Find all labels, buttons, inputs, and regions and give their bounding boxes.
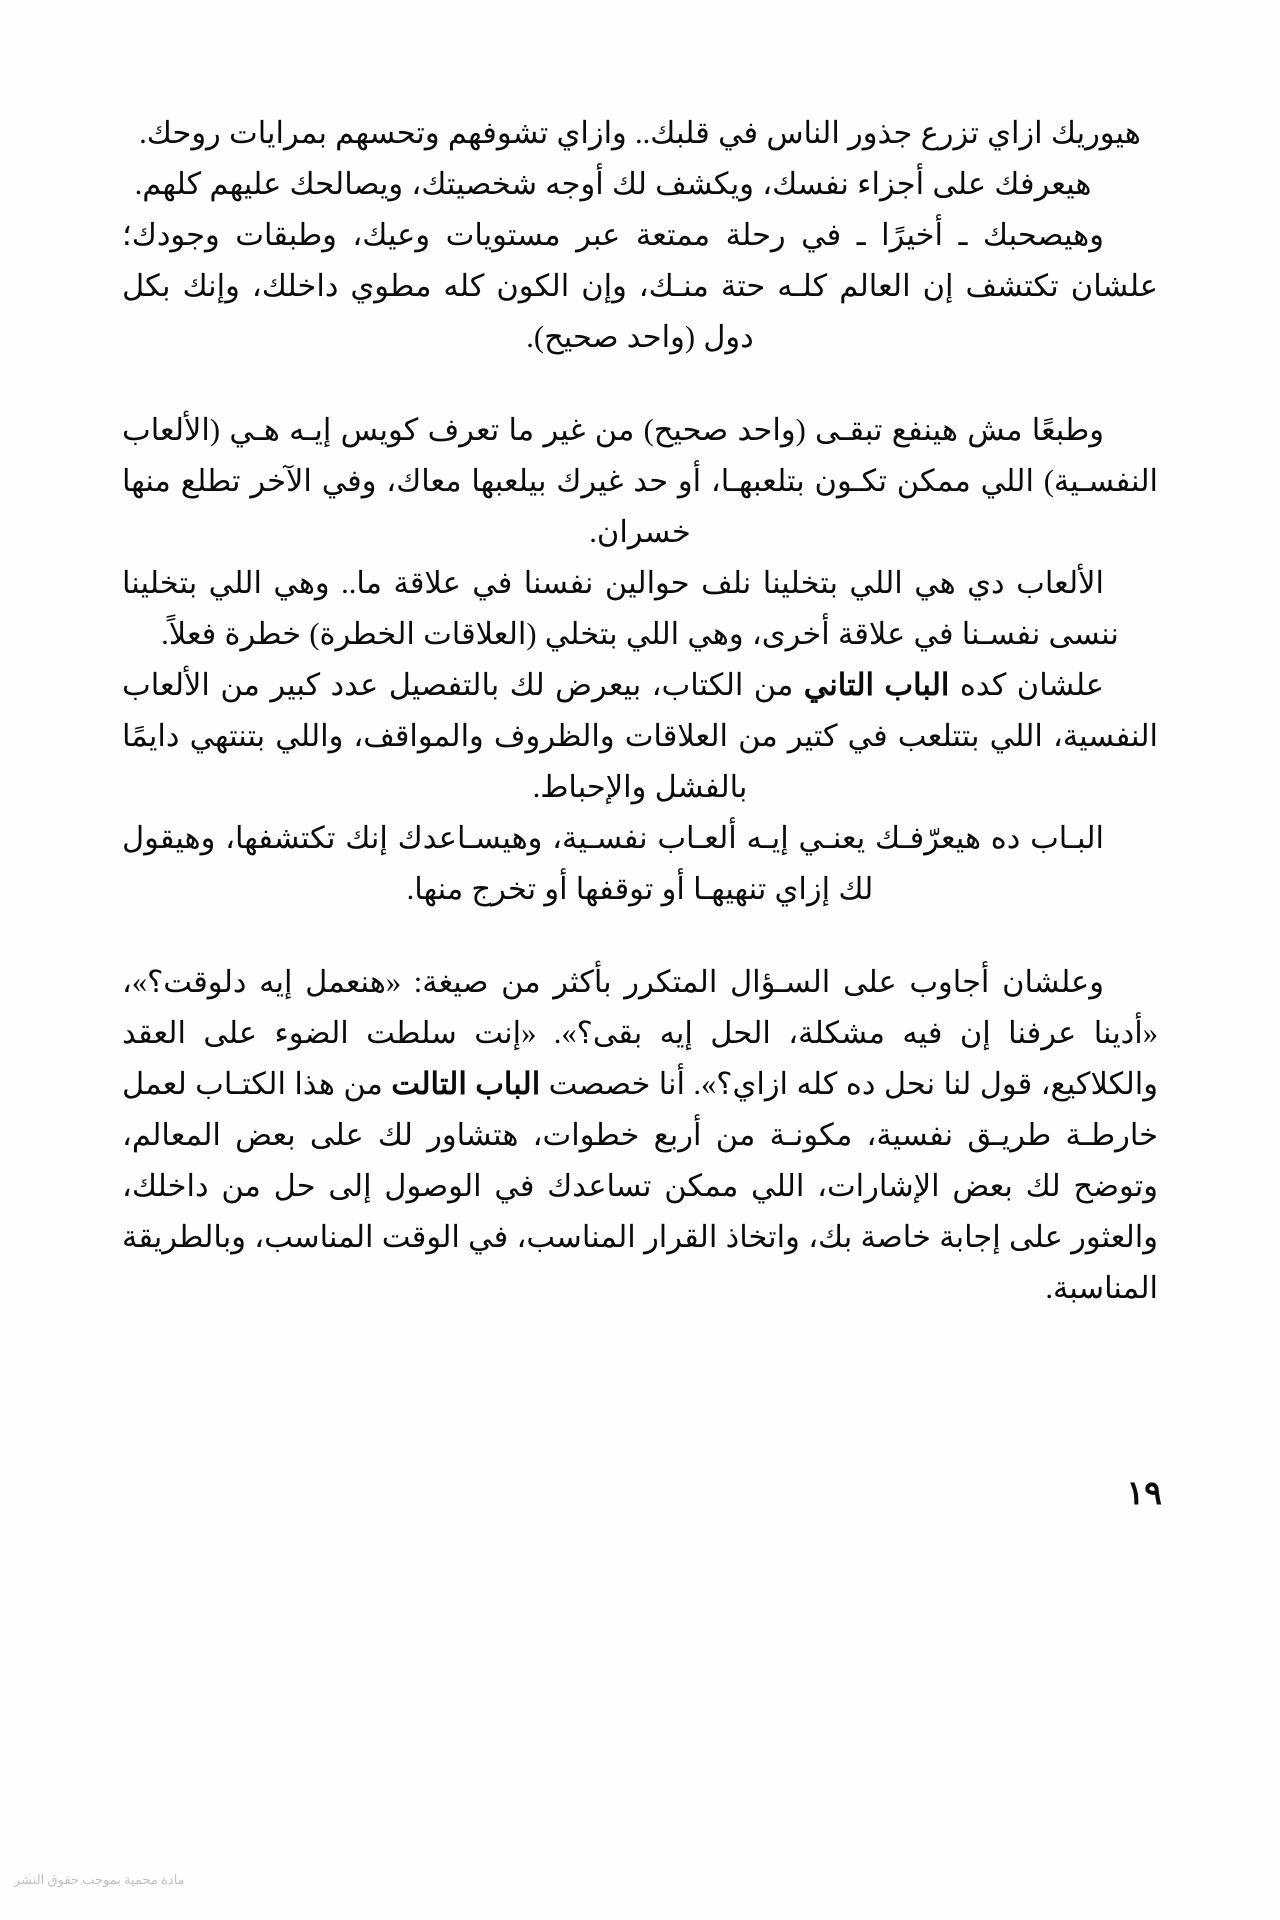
page-number: ١٩: [1126, 1476, 1162, 1512]
paragraph-block-break: [122, 363, 1158, 405]
paragraph-7: البـاب ده هيعرّفـك يعنـي إيـه ألعـاب نفسـية، وهيسـاعدك إنك تكتشفها، وهيقول لك إزاي تنهيهـا أو توقفها أو تخرج منها.: [122, 821, 1104, 906]
paragraph-1: هيوريك ازاي تزرع جذور الناس في قلبك.. وازاي تشوفهم وتحسهم بمرايات روحك.: [139, 116, 1141, 150]
chapter-reference-bold: الباب التالت: [391, 1067, 541, 1101]
copyright-watermark: مادة محمية بموجب حقوق النشر: [14, 1872, 185, 1887]
text-run: من هذا الكتـاب لعمل خارطـة طريـق نفسية، مكونـة من أربع خطوات، هتشاور لك على بعض المعالم، وتوضح لك بعض الإشارات، اللي ممكن تساعدك في الوصول إلى حل من داخلك، والعثور على إجابة خاصة بك، واتخاذ القرار المناسب، في الوقت المناسب، وبالطريقة المناسبة.: [122, 1067, 1158, 1305]
chapter-reference-bold: الباب التاني: [803, 668, 950, 702]
paragraph-3: وهيصحبك ـ أخيرًا ـ في رحلة ممتعة عبر مستويات وعيك، وطبقات وجودك؛ علشان تكتشف إن العالم كلـه حتة منـك، وإن الكون كله مطوي داخلك، وإنك بكل دول (واحد صحيح).: [122, 218, 1158, 354]
text-run: وعلشان أجاوب على السـؤال المتكرر بأكثر من صيغة: «هنعمل إيه دلوقت؟»، «أدينا عرفنا إن فيه مشكلة، الحل إيه بقى؟». «إنت سلطت الضوء على العقد والكلاكيع، قول لنا نحل ده كله ازاي؟». أنا خصصت: [122, 965, 1158, 1101]
paragraph-5: الألعاب دي هي اللي بتخلينا نلف حوالين نفسنا في علاقة ما.. وهي اللي بتخلينا ننسى نفسـنا في علاقة أخرى، وهي اللي بتخلي (العلاقات الخطرة) خطرة فعلاً.: [122, 566, 1119, 651]
paragraph-2: هيعرفك على أجزاء نفسك، ويكشف لك أوجه شخصيتك، ويصالحك عليهم كلهم.: [134, 167, 1092, 201]
text-run: علشان كده: [949, 668, 1104, 702]
text-run: من الكتاب، بيعرض لك بالتفصيل عدد كبير من الألعاب النفسية، اللي بتتلعب في كتير من العلاقات والظروف والمواقف، واللي بتنتهي دايمًا بالفشل والإحباط.: [122, 668, 1158, 804]
page-body-text: [122, 108, 1158, 1314]
paragraph-block-break-2: [122, 915, 1158, 957]
paragraph-4: وطبعًا مش هينفع تبقـى (واحد صحيح) من غير ما تعرف كويس إيـه هـي (الألعاب النفسـية) اللي ممكن تكـون بتلعبهـا، أو حد غيرك بيلعبها معاك، وفي الآخر تطلع منها خسران.: [122, 413, 1158, 549]
paragraph-8-chapter-three: [122, 957, 1158, 1314]
paragraph-6-chapter-two: [122, 660, 1158, 813]
